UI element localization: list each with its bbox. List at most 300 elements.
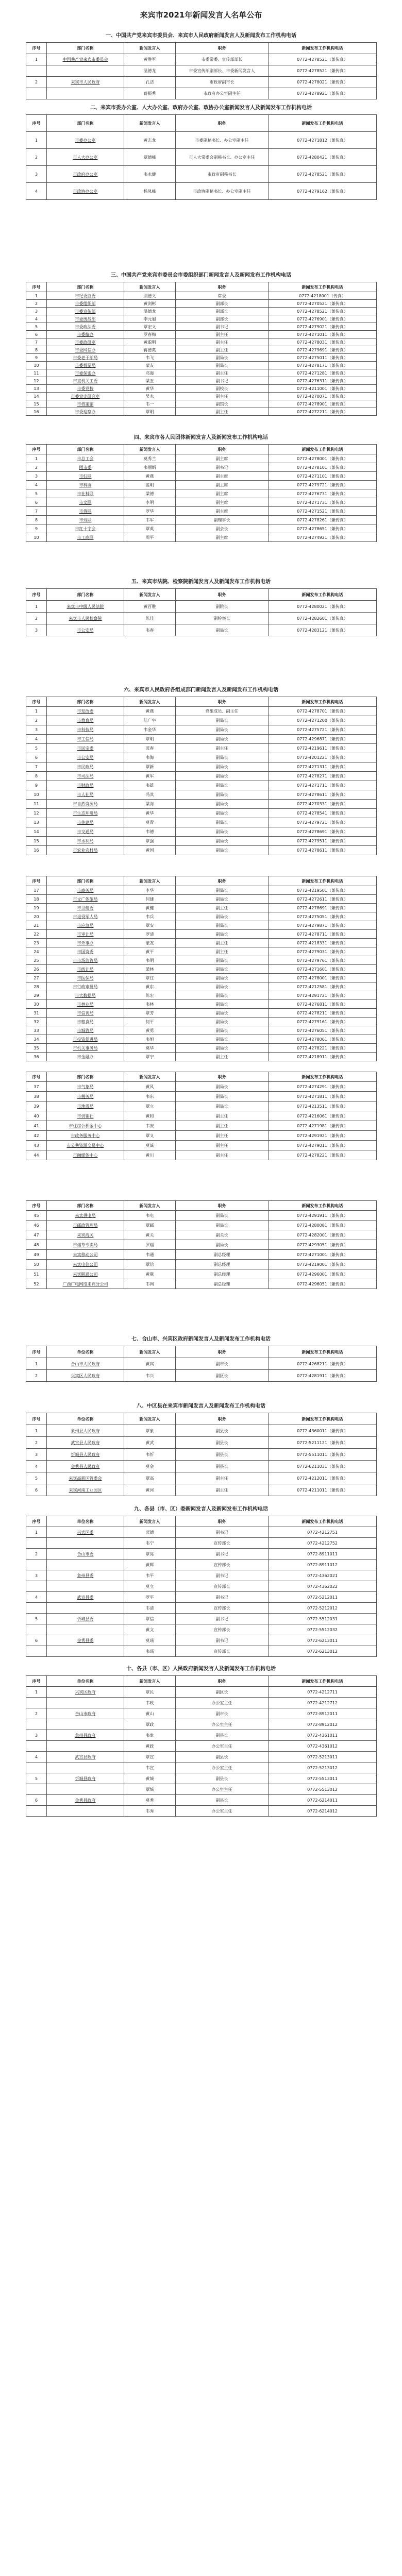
- position-title: 副局长: [176, 1044, 269, 1053]
- row-index: 34: [26, 1035, 47, 1044]
- department-name: 市人社局: [47, 790, 124, 800]
- table-row: [26, 524, 377, 533]
- spokesperson-name: 韦一: [124, 400, 176, 408]
- table-row: [26, 132, 377, 149]
- office-phone: 0772-4280081（兼传真）: [269, 1221, 377, 1230]
- column-header: 序号: [26, 445, 47, 454]
- table-row: [26, 516, 377, 524]
- position-title: 副局长: [176, 956, 269, 965]
- row-index: 6: [26, 331, 47, 338]
- spokesperson-name: 韦象: [124, 1730, 176, 1741]
- row-index: 14: [26, 827, 47, 837]
- department-name: 市投资促进局: [47, 1035, 124, 1044]
- table-row: [26, 77, 377, 88]
- office-phone: 0772-4362022: [269, 1581, 377, 1592]
- department-name: 市生态环境局: [47, 809, 124, 818]
- contact-table: [26, 42, 377, 99]
- office-phone: 0772-4212011（兼传真）: [269, 1472, 377, 1484]
- department-name: 市科技局: [47, 725, 124, 735]
- spokesperson-name: 梁林: [124, 965, 176, 974]
- spokesperson-name: 韦德: [124, 827, 176, 837]
- table-row: [26, 1260, 377, 1269]
- department-name: 金秀县委: [47, 1635, 124, 1646]
- spokesperson-name: 黄胜军: [124, 54, 176, 65]
- spokesperson-name: 李明: [124, 498, 176, 507]
- office-phone: 0772-4281911（兼传真）: [269, 1370, 377, 1382]
- office-phone: 0772-4278521（兼传真）: [269, 54, 377, 65]
- department-name: 市粮食局: [47, 1018, 124, 1026]
- column-header: 新闻发布工作机构电话: [269, 1516, 377, 1527]
- department-name: 市烟草专卖局: [47, 1240, 124, 1250]
- department-name: 武宣县政府: [47, 1752, 124, 1762]
- spokesperson-name: 覃高: [124, 1472, 176, 1484]
- row-index: 13: [26, 818, 47, 827]
- department-name: 市委编办: [47, 331, 124, 338]
- department-name: 市妇联: [47, 472, 124, 481]
- section-title: 八、中区县在来宾市新闻发言人及新闻发布工作机构电话: [137, 1403, 265, 1409]
- table-row: [26, 1000, 377, 1009]
- table-row: [26, 346, 377, 354]
- row-index: 11: [26, 369, 47, 377]
- table-row: [26, 939, 377, 947]
- column-header: 部门名称: [47, 589, 124, 601]
- row-index: 16: [26, 846, 47, 855]
- position-title: 副主席: [176, 481, 269, 489]
- position-title: 副主任: [176, 1121, 269, 1131]
- spokesperson-name: 梁海: [124, 800, 176, 809]
- office-phone: 0772-8912011: [269, 1708, 377, 1719]
- department-name: 市委党史研究室: [47, 393, 124, 400]
- office-phone: 0772-4296001（兼传真）: [269, 1269, 377, 1279]
- position-title: 副局长: [176, 921, 269, 930]
- position-title: 市政府办公室副主任: [176, 88, 269, 99]
- position-title: 副部长: [176, 315, 269, 323]
- contact-table: [26, 876, 377, 1061]
- office-phone: 0772-4278921（兼传真）: [269, 88, 377, 99]
- table-row: [26, 65, 377, 77]
- column-header: 职务: [176, 1413, 269, 1425]
- spokesperson-name: 覃德峰: [124, 149, 176, 166]
- table-row: [26, 1018, 377, 1026]
- row-index: 47: [26, 1230, 47, 1240]
- row-index: 32: [26, 1018, 47, 1026]
- spokesperson-name: 梁德: [124, 489, 176, 498]
- spokesperson-name: 韦旭: [124, 1035, 176, 1044]
- department-name: 来宾供电局: [47, 1211, 124, 1221]
- row-index: 39: [26, 1101, 47, 1111]
- table-row: [26, 1009, 377, 1018]
- position-title: 市委副秘书长、办公室副主任: [176, 132, 269, 149]
- office-phone: 0772-4219611（兼传真）: [269, 744, 377, 753]
- office-phone: 0772-4216061（兼传真）: [269, 1111, 377, 1121]
- position-title: 副主任: [176, 369, 269, 377]
- department-name: 市交通局: [47, 827, 124, 837]
- row-index: 2: [26, 1549, 47, 1560]
- row-index: 3: [26, 624, 47, 636]
- position-title: 副检察长: [176, 613, 269, 624]
- department-name: 市机关事务局: [47, 1044, 124, 1053]
- section-title: 九、各县（市、区）委新闻发言人及新闻发布工作机构电话: [134, 1506, 268, 1512]
- column-header: 新闻发布工作机构电话: [269, 876, 377, 886]
- contact-table: [26, 1516, 377, 1657]
- row-index: 33: [26, 1026, 47, 1035]
- department-name: 市委网信办: [47, 346, 124, 354]
- office-phone: 0772-4271011（兼传真）: [269, 331, 377, 338]
- department-name: 市融媒体中心: [47, 1150, 124, 1160]
- office-phone: 0772-4271200（兼传真）: [269, 716, 377, 725]
- spokesperson-name: 覃邮: [124, 1221, 176, 1230]
- section-title: 七、合山市、兴宾区政府新闻发言人及新闻发布工作机构电话: [131, 1336, 271, 1342]
- position-title: 副局长: [176, 930, 269, 939]
- column-header: 序号: [26, 1516, 47, 1527]
- row-index: 10: [26, 533, 47, 542]
- spokesperson-name: 覃安: [124, 921, 176, 930]
- spokesperson-name: 蓝明: [124, 481, 176, 489]
- position-title: 副主席: [176, 507, 269, 516]
- table-row: [26, 308, 377, 315]
- department-name: 市司法局: [47, 772, 124, 781]
- row-index: 31: [26, 1009, 47, 1018]
- position-title: 副总经理: [176, 1269, 269, 1279]
- table-row: [26, 1581, 377, 1592]
- department-name: 合山市人民政府: [47, 1358, 124, 1370]
- office-phone: 0772-4276731（兼传真）: [269, 489, 377, 498]
- row-index: 29: [26, 991, 47, 1000]
- column-header: 新闻发言人: [124, 697, 176, 707]
- office-phone: 0772-4275721（兼传真）: [269, 725, 377, 735]
- spokesperson-name: 韦网: [124, 1279, 176, 1289]
- table-row: [26, 377, 377, 385]
- row-index: 10: [26, 362, 47, 369]
- contact-table: [26, 1413, 377, 1496]
- position-title: 副书记: [176, 1592, 269, 1603]
- position-title: 宣传部长: [176, 1581, 269, 1592]
- table-row: [26, 895, 377, 904]
- spokesperson-name: 韦金华: [124, 725, 176, 735]
- row-index: 3: [26, 1449, 47, 1461]
- spokesperson-name: 陈宏: [124, 991, 176, 1000]
- spokesperson-name: 韦电: [124, 1211, 176, 1221]
- spokesperson-name: 杨凤峰: [124, 183, 176, 200]
- position-title: 副主席: [176, 472, 269, 481]
- office-phone: 0772-5513012: [269, 1784, 377, 1795]
- table-row: [26, 400, 377, 408]
- row-index: 7: [26, 507, 47, 516]
- office-phone: 0772-4270331（兼传真）: [269, 800, 377, 809]
- table-row: [26, 1358, 377, 1370]
- department-name: 市委党校: [47, 385, 124, 393]
- position-title: 副主任: [176, 393, 269, 400]
- office-phone: 0772-4360011（兼传真）: [269, 1425, 377, 1437]
- office-phone: 0772-4278171（兼传真）: [269, 362, 377, 369]
- position-title: 市委常委、宣传部部长: [176, 54, 269, 65]
- column-header: 新闻发言人: [124, 282, 176, 292]
- position-title: 市政府副秘书长: [176, 166, 269, 183]
- department-name: [47, 65, 124, 77]
- office-phone: 0772-4270071（兼传真）: [269, 393, 377, 400]
- office-phone: 0772-4271101（兼传真）: [269, 472, 377, 481]
- position-title: 副书记: [176, 463, 269, 472]
- department-name: 市税务局: [47, 1092, 124, 1101]
- office-phone: 0772-6214011: [269, 1795, 377, 1806]
- row-index: 3: [26, 1730, 47, 1741]
- table-row: [26, 1035, 377, 1044]
- table-row: [26, 974, 377, 982]
- position-title: 副局长: [176, 895, 269, 904]
- position-title: 副局长: [176, 974, 269, 982]
- office-phone: 0772-5512032: [269, 1624, 377, 1635]
- office-phone: 0772-4278001（兼传真）: [269, 454, 377, 463]
- column-header: 单位名称: [47, 1346, 124, 1358]
- spokesperson-name: 韦兵: [124, 912, 176, 921]
- spokesperson-name: 莫青: [124, 818, 176, 827]
- section-title: 一、中国共产党来宾市委员会、来宾市人民政府新闻发言人及新闻发布工作机构电话: [106, 33, 296, 39]
- spokesperson-name: 莫金: [124, 1461, 176, 1472]
- spokesperson-name: 覃义: [124, 1131, 176, 1141]
- department-name: 市审计局: [47, 930, 124, 939]
- office-phone: 0772-4278101（兼传真）: [269, 463, 377, 472]
- position-title: 副局长: [176, 1240, 269, 1250]
- table-row: [26, 613, 377, 624]
- department-name: 市应急局: [47, 921, 124, 930]
- column-header: 新闻发言人: [124, 43, 176, 54]
- section-title: 二、来宾市委办公室、人大办公室、政府办公室、政协办公室新闻发言人及新闻发布工作机构电话: [90, 105, 312, 111]
- department-name: 市教育局: [47, 716, 124, 725]
- department-name: 市信访局: [47, 1009, 124, 1018]
- department-name: 市供销社: [47, 1111, 124, 1121]
- spokesperson-name: 罗烟: [124, 1240, 176, 1250]
- spokesperson-name: 罗华: [124, 507, 176, 516]
- spokesperson-name: 黄剑彬: [124, 300, 176, 308]
- department-name: 来宾河南工业园区: [47, 1484, 124, 1496]
- position-title: 副局长: [176, 735, 269, 744]
- row-index: 24: [26, 947, 47, 956]
- column-header: 序号: [26, 697, 47, 707]
- spokesperson-name: 黄燕: [124, 707, 176, 716]
- table-row: [26, 463, 377, 472]
- column-header: 新闻发布工作机构电话: [269, 1676, 377, 1687]
- table-row: [26, 790, 377, 800]
- office-phone: 0772-4212712: [269, 1698, 377, 1708]
- department-name: [47, 1560, 124, 1570]
- department-name: 市档案馆: [47, 400, 124, 408]
- department-name: 广西广电网络来宾分公司: [47, 1279, 124, 1289]
- office-phone: 0772-4272211（兼传真）: [269, 408, 377, 416]
- column-header: 序号: [26, 876, 47, 886]
- table-header-row: [26, 282, 377, 292]
- spokesperson-name: 覃新: [124, 762, 176, 772]
- department-name: 市文广体旅局: [47, 895, 124, 904]
- spokesperson-name: 莫华: [124, 1044, 176, 1053]
- row-index: 11: [26, 800, 47, 809]
- office-phone: 0772-4278061（兼传真）: [269, 1035, 377, 1044]
- position-title: 副局长: [176, 982, 269, 991]
- spokesperson-name: 罗春梅: [124, 331, 176, 338]
- row-index: 6: [26, 1484, 47, 1496]
- department-name: 市委巡察办: [47, 408, 124, 416]
- table-header-row: [26, 697, 377, 707]
- department-name: 合山市政府: [47, 1708, 124, 1719]
- department-name: 市委政研室: [47, 338, 124, 346]
- row-index: [26, 1603, 47, 1614]
- department-name: 市卫健委: [47, 904, 124, 912]
- column-header: 部门名称: [47, 282, 124, 292]
- table-row: [26, 1773, 377, 1784]
- spokesperson-name: 韦宁: [124, 1538, 176, 1549]
- row-index: [26, 1762, 47, 1773]
- row-index: 46: [26, 1221, 47, 1230]
- office-phone: 0772-4362021: [269, 1570, 377, 1581]
- table-row: [26, 393, 377, 400]
- table-row: [26, 930, 377, 939]
- table-row: [26, 1592, 377, 1603]
- position-title: 党组成员、副主任: [176, 707, 269, 716]
- column-header: 部门名称: [47, 876, 124, 886]
- row-index: 12: [26, 377, 47, 385]
- row-index: [26, 1581, 47, 1592]
- position-title: 市人大常委会副秘书长、办公室主任: [176, 149, 269, 166]
- row-index: [26, 1719, 47, 1730]
- row-index: 2: [26, 149, 47, 166]
- department-name: 市民宗委: [47, 744, 124, 753]
- column-header: 部门名称: [47, 43, 124, 54]
- position-title: 市委宣传部副部长、市委新闻发言人: [176, 65, 269, 77]
- table-header-row: [26, 43, 377, 54]
- position-title: 副书记: [176, 1614, 269, 1624]
- spokesperson-name: 韦平: [124, 1570, 176, 1581]
- table-row: [26, 846, 377, 855]
- column-header: 职务: [176, 1346, 269, 1358]
- office-phone: 0772-4279011（兼传真）: [269, 1141, 377, 1150]
- department-name: 市林业局: [47, 1000, 124, 1009]
- position-title: 副主席: [176, 489, 269, 498]
- column-header: 序号: [26, 1346, 47, 1358]
- spokesperson-name: 覃红: [124, 974, 176, 982]
- position-title: 副局长: [176, 1211, 269, 1221]
- table-row: [26, 369, 377, 377]
- office-phone: 0772-4219001（兼传真）: [269, 1260, 377, 1269]
- position-title: 副县长: [176, 1795, 269, 1806]
- table-row: [26, 716, 377, 725]
- department-name: 武宣县委: [47, 1592, 124, 1603]
- row-index: [26, 1560, 47, 1570]
- row-index: 1: [26, 1527, 47, 1538]
- table-row: [26, 1719, 377, 1730]
- position-title: 副局长: [176, 762, 269, 772]
- office-phone: 0772-4279161（兼传真）: [269, 1018, 377, 1026]
- position-title: 副局长: [176, 809, 269, 818]
- position-title: 副主任: [176, 331, 269, 338]
- spokesperson-name: 蒙友: [124, 939, 176, 947]
- contact-table: [26, 282, 377, 416]
- table-header-row: [26, 1676, 377, 1687]
- spokesperson-name: 黄健: [124, 904, 176, 912]
- row-index: 44: [26, 1150, 47, 1160]
- contact-table: [26, 1072, 377, 1160]
- position-title: 副主席: [176, 533, 269, 542]
- department-name: 象州县人民政府: [47, 1425, 124, 1437]
- column-header: 职务: [176, 589, 269, 601]
- office-phone: 0772-6211031（兼传真）: [269, 1461, 377, 1472]
- row-index: [26, 1806, 47, 1817]
- department-name: 市侨联: [47, 507, 124, 516]
- office-phone: 0772-5211121（兼传真）: [269, 1437, 377, 1449]
- office-phone: 0772-4278521（兼传真）: [269, 308, 377, 315]
- office-phone: 0772-5212012: [269, 1603, 377, 1614]
- spokesperson-name: 韦林: [124, 1000, 176, 1009]
- position-title: 副局长: [176, 912, 269, 921]
- table-row: [26, 1708, 377, 1719]
- table-header-row: [26, 1346, 377, 1358]
- table-row: [26, 1646, 377, 1657]
- table-row: [26, 1752, 377, 1762]
- spokesperson-name: 覃宁: [124, 1053, 176, 1061]
- department-name: 市委宣传部: [47, 308, 124, 315]
- department-name: 市纪委监委: [47, 292, 124, 300]
- spokesperson-name: 莫瑶: [124, 1635, 176, 1646]
- office-phone: 0772-4278901（兼传真）: [269, 400, 377, 408]
- department-name: 市行政审批局: [47, 982, 124, 991]
- row-index: [26, 1784, 47, 1795]
- column-header: 序号: [26, 115, 47, 132]
- position-title: 办公室主任: [176, 1762, 269, 1773]
- department-name: 金秀县政府: [47, 1795, 124, 1806]
- row-index: 1: [26, 1358, 47, 1370]
- table-header-row: [26, 445, 377, 454]
- row-index: 1: [26, 132, 47, 149]
- office-phone: 0772-6213011: [269, 1635, 377, 1646]
- row-index: 15: [26, 400, 47, 408]
- column-header: 序号: [26, 1413, 47, 1425]
- department-name: 市医保局: [47, 974, 124, 982]
- table-row: [26, 1687, 377, 1698]
- position-title: 副书记: [176, 323, 269, 331]
- office-phone: 0772-4361011: [269, 1730, 377, 1741]
- spokesperson-name: 覃宏义: [124, 323, 176, 331]
- table-row: [26, 1806, 377, 1817]
- row-index: 2: [26, 1708, 47, 1719]
- position-title: 宣传部长: [176, 1624, 269, 1635]
- table-row: [26, 533, 377, 542]
- department-name: 中国共产党来宾市委员会: [47, 54, 124, 65]
- section-title: 十、各县（市、区）人民政府新闻发言人及新闻发布工作机构电话: [126, 1666, 276, 1672]
- position-title: 副局长: [176, 1082, 269, 1092]
- position-title: 副主任: [176, 346, 269, 354]
- position-title: 副局长: [176, 991, 269, 1000]
- office-phone: 0772-5212011: [269, 1592, 377, 1603]
- table-row: [26, 886, 377, 895]
- spokesperson-name: 覃强: [124, 837, 176, 846]
- row-index: 4: [26, 183, 47, 200]
- row-index: 6: [26, 1795, 47, 1806]
- table-row: [26, 454, 377, 463]
- row-index: 25: [26, 956, 47, 965]
- column-header: 新闻发布工作机构电话: [269, 1201, 377, 1211]
- row-index: 18: [26, 895, 47, 904]
- office-phone: 0772-5512031: [269, 1614, 377, 1624]
- contact-table: [26, 114, 377, 200]
- column-header: 序号: [26, 282, 47, 292]
- column-header: 职务: [176, 445, 269, 454]
- row-index: 37: [26, 1082, 47, 1092]
- table-row: [26, 991, 377, 1000]
- row-index: 5: [26, 1614, 47, 1624]
- row-index: 3: [26, 308, 47, 315]
- table-row: [26, 88, 377, 99]
- row-index: [26, 88, 47, 99]
- row-index: 3: [26, 1570, 47, 1581]
- spokesperson-name: 陆广宇: [124, 716, 176, 725]
